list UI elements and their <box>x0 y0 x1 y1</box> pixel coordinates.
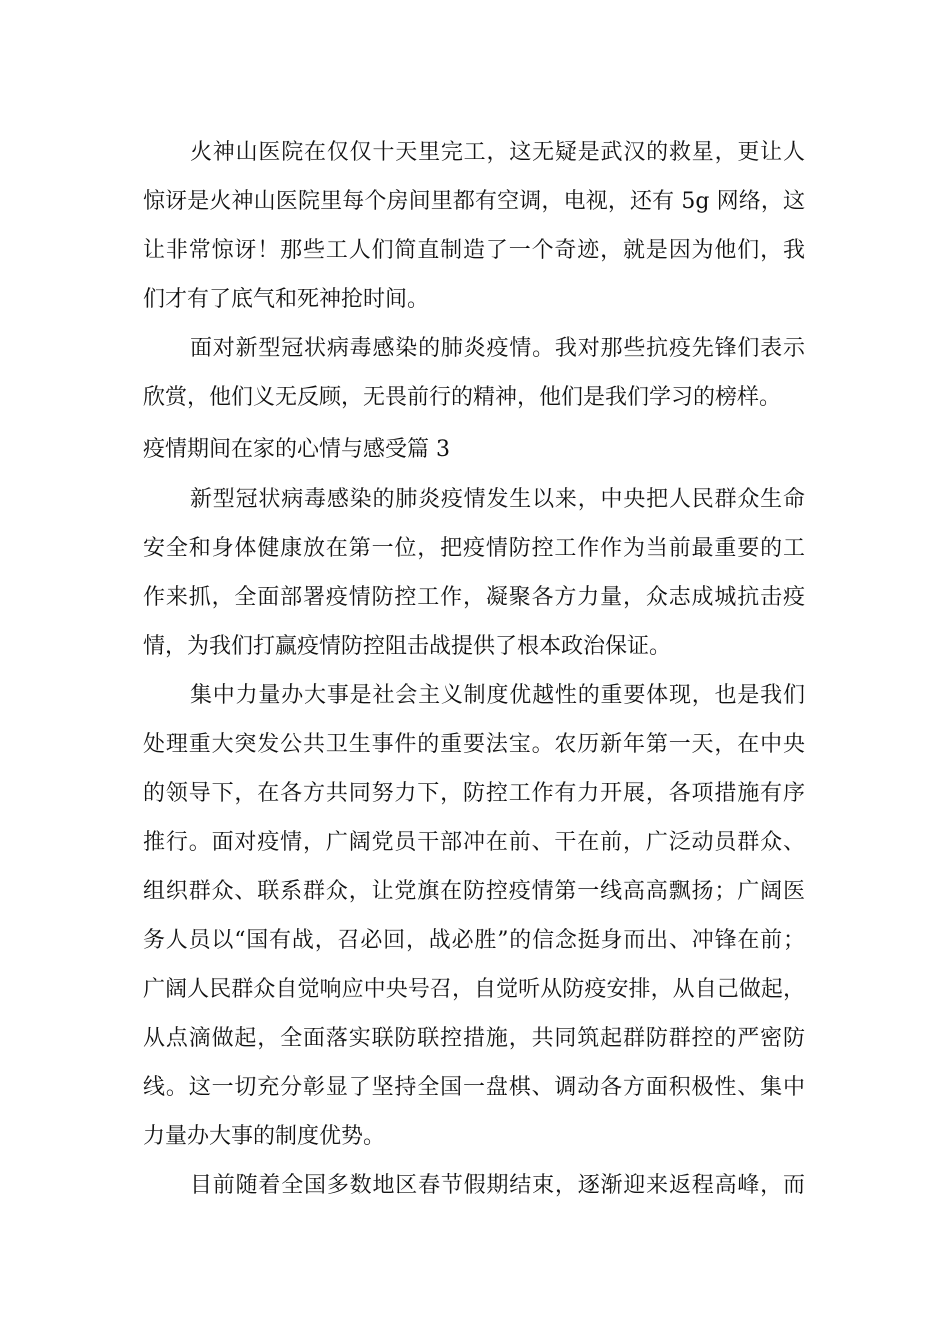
text-line: 作来抓，全面部署疫情防控工作，凝聚各方力量，众志成城抗击疫 <box>143 585 805 610</box>
document-page <box>143 128 805 1210</box>
text-line: 处理重大突发公共卫生事件的重要法宝。农历新年第一天，在中央 <box>143 732 805 757</box>
text-line: 组织群众、联系群众，让党旗在防控疫情第一线高高飘扬；广阔医 <box>143 879 805 904</box>
section-heading <box>143 422 805 475</box>
paragraph <box>143 324 805 422</box>
paragraph <box>143 671 805 1161</box>
text-line: 目前随着全国多数地区春节假期结束，逐渐迎来返程高峰，而 <box>190 1173 805 1198</box>
text-line: 惊讶是火神山医院里每个房间里都有空调，电视，还有 5g 网络，这 <box>143 189 805 214</box>
text-line: 力量办大事的制度优势。 <box>143 1124 386 1149</box>
text-line: 线。这一切充分彰显了坚持全国一盘棋、调动各方面积极性、集中 <box>143 1075 805 1100</box>
text-line: 疫情期间在家的心情与感受篇 3 <box>143 437 450 462</box>
text-line: 安全和身体健康放在第一位，把疫情防控工作作为当前最重要的工 <box>143 536 805 561</box>
text-line: 欣赏，他们义无反顾，无畏前行的精神，他们是我们学习的榜样。 <box>143 385 782 410</box>
text-line: 广阔人民群众自觉响应中央号召，自觉听从防疫安排，从自己做起， <box>143 977 805 1002</box>
text-line: 从点滴做起，全面落实联防联控措施，共同筑起群防群控的严密防 <box>143 1026 805 1051</box>
text-line: 的领导下，在各方共同努力下，防控工作有力开展，各项措施有序 <box>143 781 805 806</box>
text-line: 让非常惊讶！那些工人们简直制造了一个奇迹，就是因为他们，我 <box>143 238 805 263</box>
paragraph <box>143 475 805 671</box>
text-line: 推行。面对疫情，广阔党员干部冲在前、干在前，广泛动员群众、 <box>143 830 805 855</box>
paragraph <box>143 128 805 324</box>
text-line: 火神山医院在仅仅十天里完工，这无疑是武汉的救星，更让人 <box>190 140 805 165</box>
text-line: 务人员以“国有战，召必回，战必胜”的信念挺身而出、冲锋在前； <box>143 928 805 953</box>
text-line: 们才有了底气和死神抢时间。 <box>143 287 430 312</box>
paragraph <box>143 1161 805 1210</box>
text-line: 新型冠状病毒感染的肺炎疫情发生以来，中央把人民群众生命 <box>190 487 805 512</box>
text-line: 集中力量办大事是社会主义制度优越性的重要体现，也是我们 <box>190 683 805 708</box>
text-line: 面对新型冠状病毒感染的肺炎疫情。我对那些抗疫先锋们表示 <box>190 336 805 361</box>
text-line: 情，为我们打赢疫情防控阻击战提供了根本政治保证。 <box>143 634 672 659</box>
